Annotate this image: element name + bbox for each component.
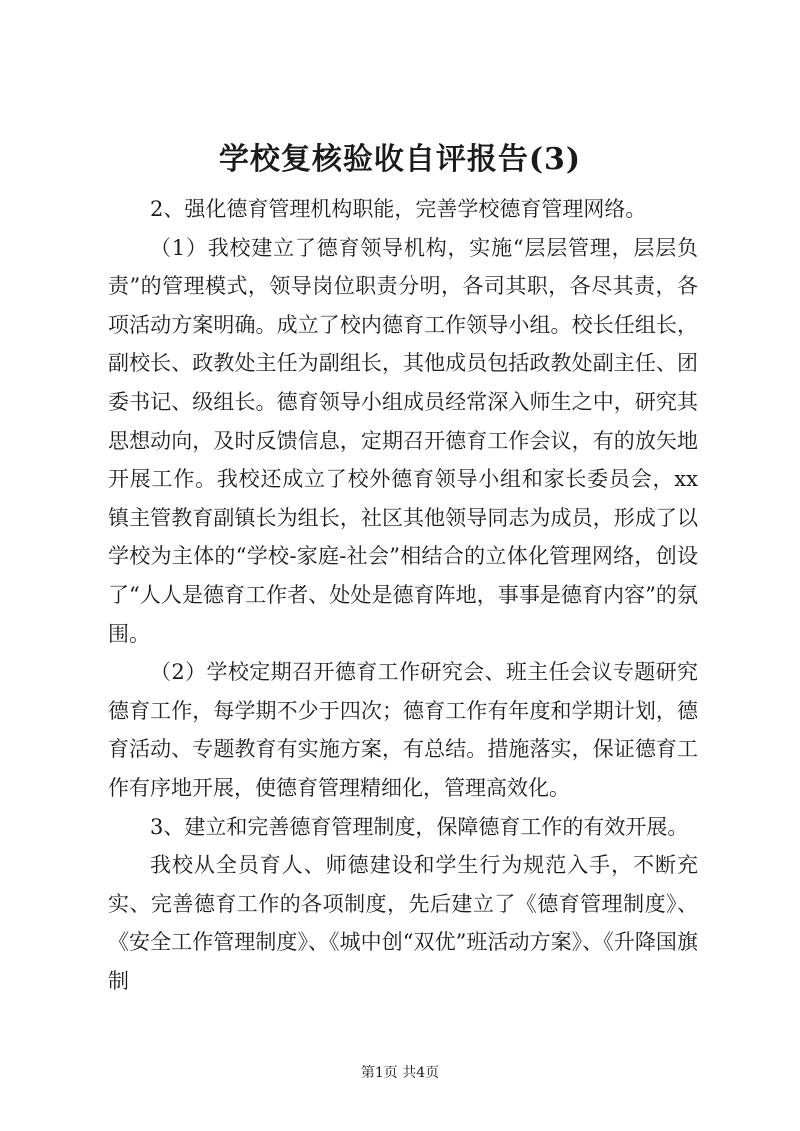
- paragraph-item-2: （2）学校定期召开德育工作研究会、班主任会议专题研究德育工作，每学期不少于四次；德育工作有年度和学期计划，德育活动、专题教育有实施方案，有总结。措施落实，保证德育工作有序地开展，使德育管理精细化，管理高效化。: [108, 660, 698, 800]
- paragraph-section-2-heading: 2、强化德育管理机构职能，完善学校德育管理网络。: [150, 197, 647, 221]
- paragraph-section-3-body: 我校从全员育人、师德建设和学生行为规范入手，不断充实、完善德育工作的各项制度，先后建立了《德育管理制度》、《安全工作管理制度》、《城中创“双优”班活动方案》、《升降国旗制: [108, 853, 698, 993]
- document-title: 学校复核验收自评报告(3): [218, 142, 582, 177]
- page-footer: 第1页 共4页: [360, 1065, 440, 1081]
- paragraph-section-3-heading: 3、建立和完善德育管理制度，保障德育工作的有效开展。: [150, 814, 689, 839]
- paragraph-item-1: （1）我校建立了德育领导机构，实施“层层管理，层层负责”的管理模式，领导岗位职责分明，各司其职，各尽其责，各项活动方案明确。成立了校内德育工作领导小组。校长任组长，副校长、政教处主任为副组长，其他成员包括政教处副主任、团委书记、级组长。德育领导小组成员经常深入师生之中，研究其思想动向，及时反馈信息，定期召开德育工作会议，有的放矢地开展工作。我校还成立了校外德育领导小组和家长委员会，xx镇主管教育副镇长为组长，社区其他领导同志为成员，形成了以学校为主体的“学校-家庭-社会”相结合的立体化管理网络，创设了“人人是德育工作者、处处是德育阵地，事事是德育内容”的氛围。: [108, 235, 698, 646]
- document-body: [108, 190, 698, 1000]
